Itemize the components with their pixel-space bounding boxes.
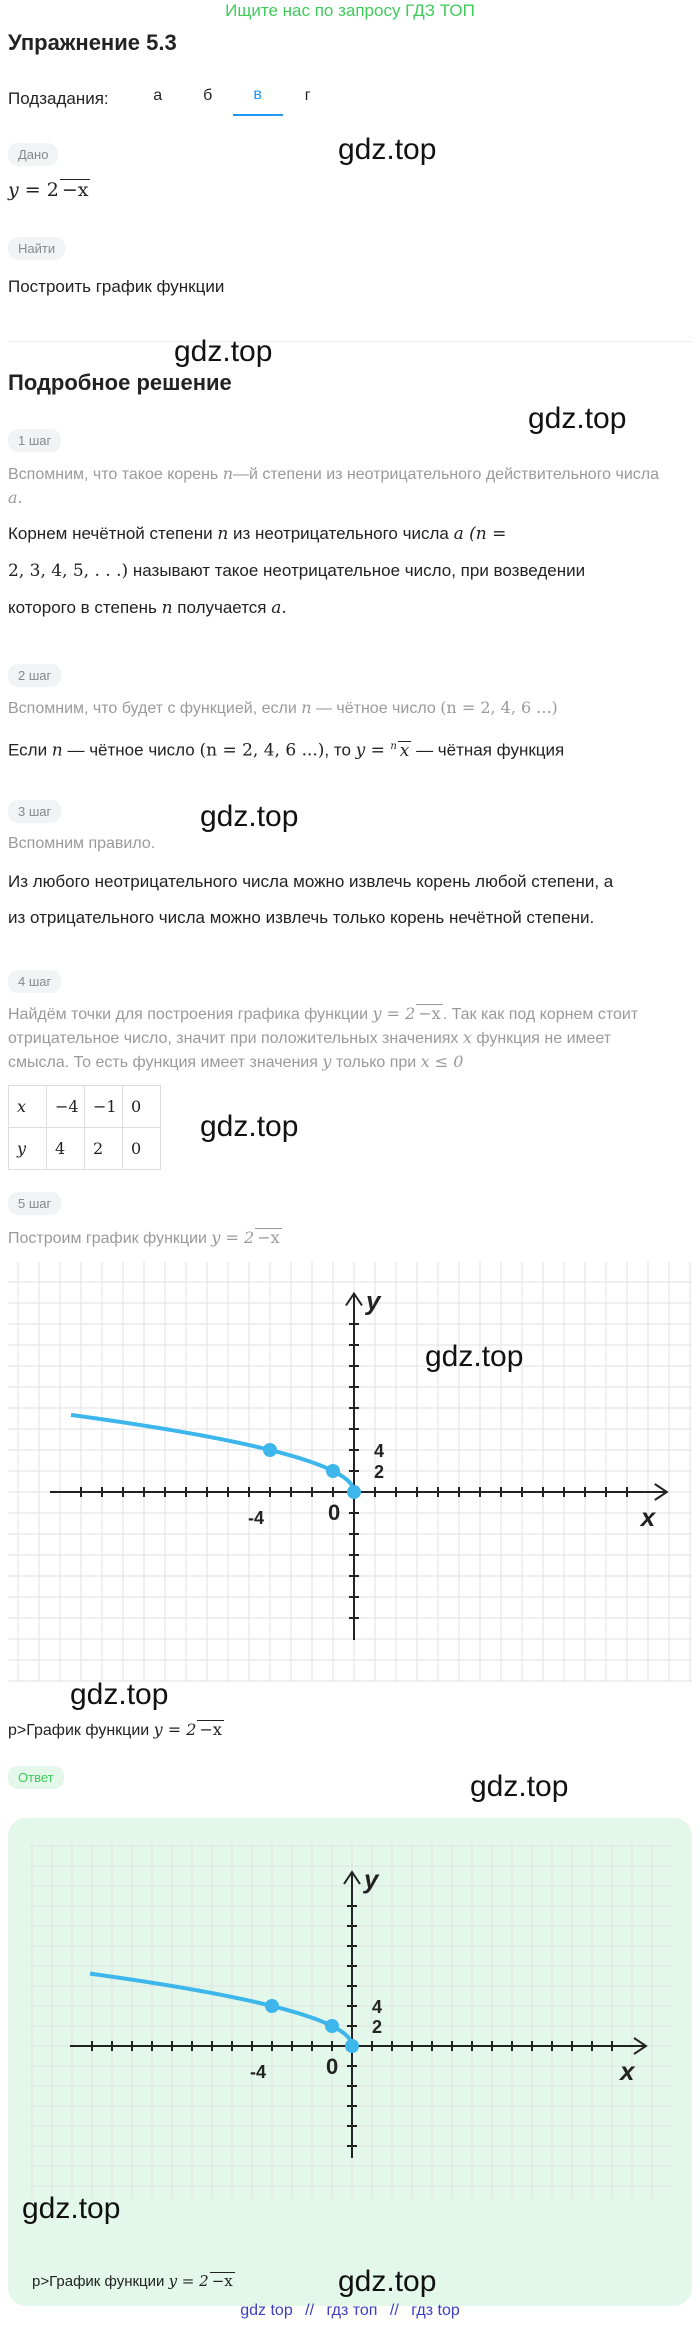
find-text: Построить график функции — [8, 277, 225, 296]
tick-label-2: 2 — [374, 1462, 385, 1482]
graph-point — [347, 1485, 361, 1499]
table-cell: 0 — [123, 1128, 161, 1170]
step-3-line-1: Из любого неотрицательного числа можно извлечь корень любой степени, а — [8, 872, 614, 891]
hint-text: Построим график функции — [8, 1230, 212, 1247]
root — [398, 741, 412, 761]
footer-link[interactable]: gdz top — [240, 2302, 293, 2319]
root-index: n — [390, 741, 397, 752]
hint-math: (n = 2, 4, 6 ...) — [440, 698, 558, 717]
subtasks-label: Подзадания: — [8, 89, 109, 108]
tick-label-2: 2 — [372, 2017, 383, 2037]
table-row — [9, 1128, 161, 1170]
step-3-badge: 3 шаг — [8, 800, 61, 823]
function-curve — [90, 1974, 352, 2046]
footer-separator: // — [305, 2302, 315, 2319]
origin-label: 0 — [328, 1500, 341, 1525]
radicand: x — [399, 740, 410, 761]
step-3-hint: Вспомним правило. — [8, 835, 156, 852]
step-2-hint — [8, 696, 558, 721]
footer-link[interactable]: гдз топ — [326, 2302, 378, 2319]
watermark: gdz.top — [200, 800, 299, 833]
table-cell: y — [9, 1128, 47, 1170]
hint-var: x — [462, 1028, 472, 1047]
caption-radicand: −x — [211, 2272, 233, 2290]
given-formula — [8, 178, 90, 202]
hint-text: только при — [331, 1054, 421, 1071]
hint-text: —й степени из неотрицательного действительного числа — [233, 466, 660, 483]
tick-label-minus4: -4 — [248, 1508, 265, 1528]
text: , то — [324, 740, 356, 760]
caption-text: p>График функции — [8, 1722, 154, 1739]
x-axis-label: x — [640, 1502, 656, 1532]
var-n: n — [51, 740, 63, 761]
caption-math: y = 2 — [168, 2272, 209, 2290]
hint-text: Найдём точки для построения графика функции — [8, 1006, 373, 1023]
step-3-line-2: из отрицательного числа можно извлечь только корень нечётной степени. — [8, 908, 595, 927]
var-n: n — [217, 524, 229, 544]
y-axis-label: y — [364, 1864, 379, 1894]
given-eq: = 2 — [24, 179, 59, 201]
watermark: gdz.top — [338, 133, 437, 166]
answer-caption — [32, 2272, 235, 2290]
text: которого в степень — [8, 598, 162, 617]
math-text: (n = — [463, 524, 507, 544]
hint-text: — чётное число — [311, 700, 441, 717]
text: — чётная функция — [411, 740, 565, 760]
caption-text: p>График функции — [32, 2273, 169, 2290]
values-table — [8, 1085, 161, 1170]
text: Корнем нечётной степени — [8, 524, 218, 543]
var-a: a. — [271, 598, 287, 618]
caption-radicand: −x — [199, 1720, 222, 1739]
step-4-badge: 4 шаг — [8, 970, 61, 993]
hint-math: y = 2 — [211, 1228, 255, 1247]
subtasks-nav — [8, 82, 333, 116]
solution-title: Подробное решение — [8, 370, 232, 395]
step-5-badge: 5 шаг — [8, 1192, 61, 1215]
watermark: gdz.top — [425, 1340, 524, 1373]
hint-radicand: −x — [418, 1004, 441, 1023]
origin-label: 0 — [326, 2054, 339, 2079]
table-cell: 0 — [123, 1086, 161, 1128]
graph-point — [326, 1464, 340, 1478]
step-4-hint-1 — [8, 1002, 638, 1027]
hint-text: Вспомним, что будет с функцией, если — [8, 700, 302, 717]
math-list: 2, 3, 4, 5, . . .) — [8, 561, 129, 581]
step-4-hint-3 — [8, 1050, 463, 1075]
table-cell: −4 — [47, 1086, 85, 1128]
hint-text: Вспомним, что такое корень — [8, 466, 223, 483]
subtask-tab-a[interactable]: а — [153, 87, 163, 104]
hint-var: y — [322, 1052, 332, 1071]
table-cell: x — [9, 1086, 47, 1128]
var-a: a — [453, 524, 464, 544]
step-4-hint-2 — [8, 1026, 611, 1051]
watermark: gdz.top — [200, 1110, 299, 1143]
step-1-hint — [8, 462, 659, 487]
step-1-badge: 1 шаг — [8, 429, 61, 452]
footer-link[interactable]: гдз top — [411, 2302, 460, 2319]
function-graph — [8, 1262, 692, 1682]
hint-var: n — [222, 464, 233, 483]
watermark: gdz.top — [22, 2192, 121, 2225]
subtask-tab-b[interactable]: б — [203, 87, 213, 104]
step-1-line-3 — [8, 596, 287, 620]
hint-text: смысла. То есть функция имеет значения — [8, 1054, 323, 1071]
footer-separator: // — [389, 2302, 399, 2319]
hint-math: y = 2 — [372, 1004, 416, 1023]
watermark: gdz.top — [70, 1678, 169, 1711]
watermark: gdz.top — [338, 2265, 437, 2298]
subtask-tab-g[interactable]: г — [304, 87, 311, 104]
caption-math: y = 2 — [153, 1720, 197, 1739]
y-axis-label: y — [366, 1285, 381, 1316]
watermark: gdz.top — [174, 335, 273, 368]
graph-point — [263, 1443, 277, 1457]
step-1-line-2 — [8, 559, 585, 583]
hint-var: n — [301, 698, 312, 717]
watermark: gdz.top — [470, 1770, 569, 1803]
graph-point — [265, 1999, 279, 2013]
var-n: n — [161, 598, 173, 618]
text: Если — [8, 740, 52, 760]
table-cell: −1 — [85, 1086, 123, 1128]
divider — [8, 341, 692, 342]
hint-math: x ≤ 0 — [420, 1052, 464, 1071]
find-badge: Найти — [8, 237, 65, 260]
answer-graph — [30, 1842, 670, 2198]
subtask-tab-v[interactable]: в — [233, 82, 283, 116]
step-5-hint — [8, 1226, 282, 1251]
given-radicand: −x — [61, 179, 89, 201]
answer-badge: Ответ — [8, 1766, 64, 1789]
step-2-badge: 2 шаг — [8, 664, 61, 687]
text: — чётное число — [62, 740, 200, 760]
footer-links — [0, 2302, 700, 2320]
given-badge: Дано — [8, 143, 58, 166]
graph-caption — [8, 1720, 224, 1740]
graph-point — [345, 2039, 359, 2053]
step-1-hint-var: a. — [8, 488, 23, 507]
tick-label-minus4: -4 — [250, 2062, 267, 2082]
hint-text: функция не имеет — [471, 1030, 612, 1047]
given-lhs: y — [8, 179, 19, 201]
hint-radicand: −x — [257, 1228, 280, 1247]
text: называют такое неотрицательное число, при возведении — [128, 561, 586, 580]
graph-point — [325, 2019, 339, 2033]
hint-text: . Так как под корнем стоит — [442, 1006, 639, 1023]
math-text: y = — [355, 740, 391, 761]
text: получается — [172, 598, 272, 617]
tick-label-4: 4 — [374, 1441, 385, 1461]
step-2-line-1 — [8, 735, 564, 763]
tick-label-4: 4 — [372, 1997, 383, 2017]
hint-text: отрицательное число, значит при положительных значениях — [8, 1030, 463, 1047]
search-banner: Ищите нас по запросу ГДЗ ТОП — [225, 1, 475, 20]
step-1-line-1 — [8, 522, 506, 546]
math-text: (n = 2, 4, 6 ...) — [199, 740, 325, 761]
table-row — [9, 1086, 161, 1128]
table-cell: 4 — [47, 1128, 85, 1170]
table-cell: 2 — [85, 1128, 123, 1170]
text: из неотрицательного числа — [228, 524, 454, 543]
x-axis-label: x — [620, 2056, 635, 2086]
watermark: gdz.top — [528, 402, 627, 435]
page-title: Упражнение 5.3 — [8, 30, 177, 55]
